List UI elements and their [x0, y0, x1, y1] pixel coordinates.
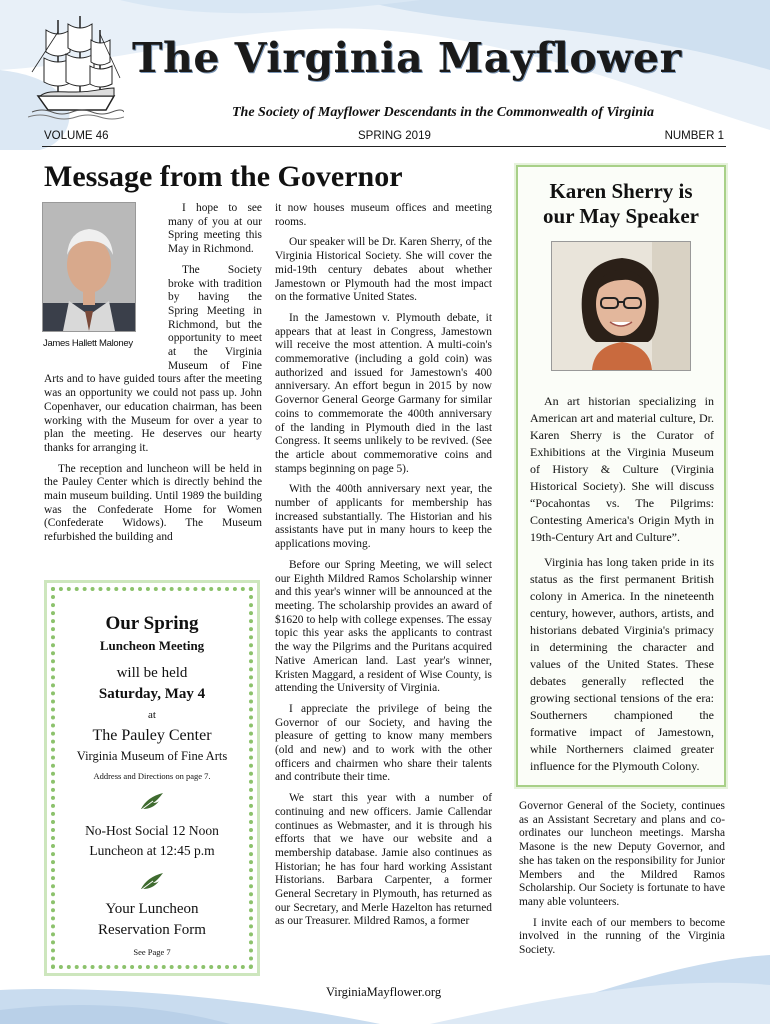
masthead-subtitle: The Society of Mayflower Descendants in the Commonwealth of Virginia	[232, 105, 654, 120]
luncheon-will-be-held: will be held	[116, 665, 188, 681]
masthead-title: The Virginia Mayflower	[132, 34, 682, 82]
ship-icon	[28, 12, 124, 120]
speaker-title	[518, 179, 724, 229]
luncheon-date: Saturday, May 4	[98, 686, 206, 702]
speaker-title-line2: our May Speaker	[543, 204, 699, 228]
issue-line	[42, 128, 726, 147]
luncheon-heading: Our Spring	[105, 613, 199, 634]
gov-col1-p1: I hope to see many of you at our Spring meeting this May in Richmond.	[168, 202, 262, 256]
gov-col2-p2: Our speaker will be Dr. Karen Sherry, of the Virginia Historical Society. She will cover the mid-19th century debates about whether Jamestown or Plymouth had the most impact on the formative United States.	[275, 236, 492, 304]
speaker-p1: An art historian specializing in American art and material culture, Dr. Karen Sherry is the Curator of Exhibitions at the Virginia Museum of History & Culture (Virginia Historical Society). She will discuss “Pocahontas vs. The Pilgrims: Contesting America's Origin Myth in 19th-Century Art and Culture”.	[530, 394, 714, 544]
governor-column-1	[44, 202, 262, 572]
speaker-box	[516, 165, 726, 787]
number-label: NUMBER 1	[664, 130, 724, 142]
luncheon-venue: The Pauley Center	[92, 727, 212, 744]
gov-col2-p3: In the Jamestown v. Plymouth debate, it appears that at least in Congress, Jamestown will receive the most attention. A multi-coin's commemorative (including a gold coin) was authorized and issued for Jamestown's 400 anniversary. An effort begun in 2015 by now Governor General George Garmany for similar coins to commemorate the 400th anniversary of the landing in Plymouth died in the last Congress. It seems unlikely to be revived. (See the article about commemorative coins and stamps beginning on page 5).	[275, 311, 492, 475]
gov-col2-p6: I appreciate the privilege of being the Governor of our Society, and having the pleasure of getting to know many members (old and new) and to work with the other officers and chairmen who share their talents and contribute their time.	[275, 702, 492, 784]
gov-col2-p7: We start this year with a number of continuing and new officers. Jamie Callendar continues as Webmaster, and it is through his efforts that we have our website and a membership database. Jamie also continues as Historian; he has four hard working Assistant Historians. Barbara Carpenter, a former General Secretary in Plymouth, has returned as our Secretary, and Merle Hazelton has returned as our Treasurer. Mildred Ramos, a former	[275, 792, 492, 928]
gov-col3-p1: Governor General of the Society, continues as an Assistant Secretary and plans and co-ordinates our luncheon meetings. Marsha Masone is the new Deputy Governor, and she has taken on the responsibility for Junior Members and the Mildred Ramos Scholarship. Our Society is fortunate to have many able volunteers.	[519, 800, 725, 908]
reservation-see-page: See Page 7	[133, 947, 171, 957]
luncheon-box	[47, 583, 257, 973]
quill-icon	[139, 871, 165, 891]
luncheon-subheading: Luncheon Meeting	[99, 638, 205, 653]
luncheon-directions: Address and Directions on page 7.	[93, 771, 211, 781]
luncheon-venue-sub: Virginia Museum of Fine Arts	[76, 749, 228, 763]
gov-col3-p2: I invite each of our members to become involved in the running of the Virginia Society.	[519, 916, 725, 957]
season-label: SPRING 2019	[358, 130, 431, 142]
gov-col1-p3: The reception and luncheon will be held in the Pauley Center which is directly behind the main museum building. Until 1989 the building was the Confederate Home for Women (Confederate Widows). The Museum refurbished the building and	[44, 462, 262, 544]
luncheon-content	[47, 611, 257, 963]
speaker-title-line1: Karen Sherry is	[549, 179, 693, 203]
governor-column-3	[519, 800, 725, 980]
luncheon-time: Luncheon at 12:45 p.m	[89, 843, 215, 858]
reservation-line2: Reservation Form	[98, 922, 206, 938]
volume-label: VOLUME 46	[44, 130, 109, 142]
gov-col2-p1: it now houses museum offices and meeting rooms.	[275, 202, 492, 228]
governor-photo-caption: James Hallett Maloney	[43, 338, 133, 349]
article-title: Message from the Governor	[44, 160, 403, 193]
gov-col1-p2: The Society broke with tradition by having the Spring Meeting in Richmond, but the opportunity to meet at the Virginia Museum of Fine Arts and to have guided tours after the meeting was an opportunity we could not pass up. John Copenhaver, our education chairman, has been working with the Museum for over a year to plan the meeting. He deserves our hearty thanks for arranging it.	[44, 263, 262, 454]
quill-icon	[139, 791, 165, 811]
luncheon-at: at	[148, 709, 156, 721]
speaker-text	[518, 393, 724, 775]
gov-col2-p4: With the 400th anniversary next year, the number of applicants for membership has increased substantially. The Historian and his assistants have put in many hours to keep the applications moving.	[275, 483, 492, 551]
reservation-line1: Your Luncheon	[105, 901, 199, 917]
gov-col2-p5: Before our Spring Meeting, we will select our Eighth Mildred Ramos Scholarship winner and this year's winner will be announced at the meeting. The scholarship provides an award of $1620 to help with college expenses. The essay topic this year asks the applicants to contrast the way the Pilgrims and the Puritans acquired Native American land. Last year's winner, Kristen Maggard, a resident of Wise County, is attending the University of Virginia.	[275, 558, 492, 695]
governor-photo	[42, 202, 136, 332]
speaker-p2: Virginia has long taken pride in its status as the first permanent British colony in America. In the nineteenth century, however, authors, artists, and historians debated Virginia's primacy in determining the character and values of the United States. These debates generally reflected the growing sectional tensions of the era: Southerners championed the formative impact of Jamestown, while Northerners claimed greater influence for the Plymouth Colony.	[530, 555, 714, 773]
governor-column-2	[275, 202, 492, 980]
footer-url[interactable]: VirginiaMayflower.org	[326, 985, 442, 999]
speaker-photo	[551, 241, 691, 371]
luncheon-social: No-Host Social 12 Noon	[85, 823, 219, 838]
